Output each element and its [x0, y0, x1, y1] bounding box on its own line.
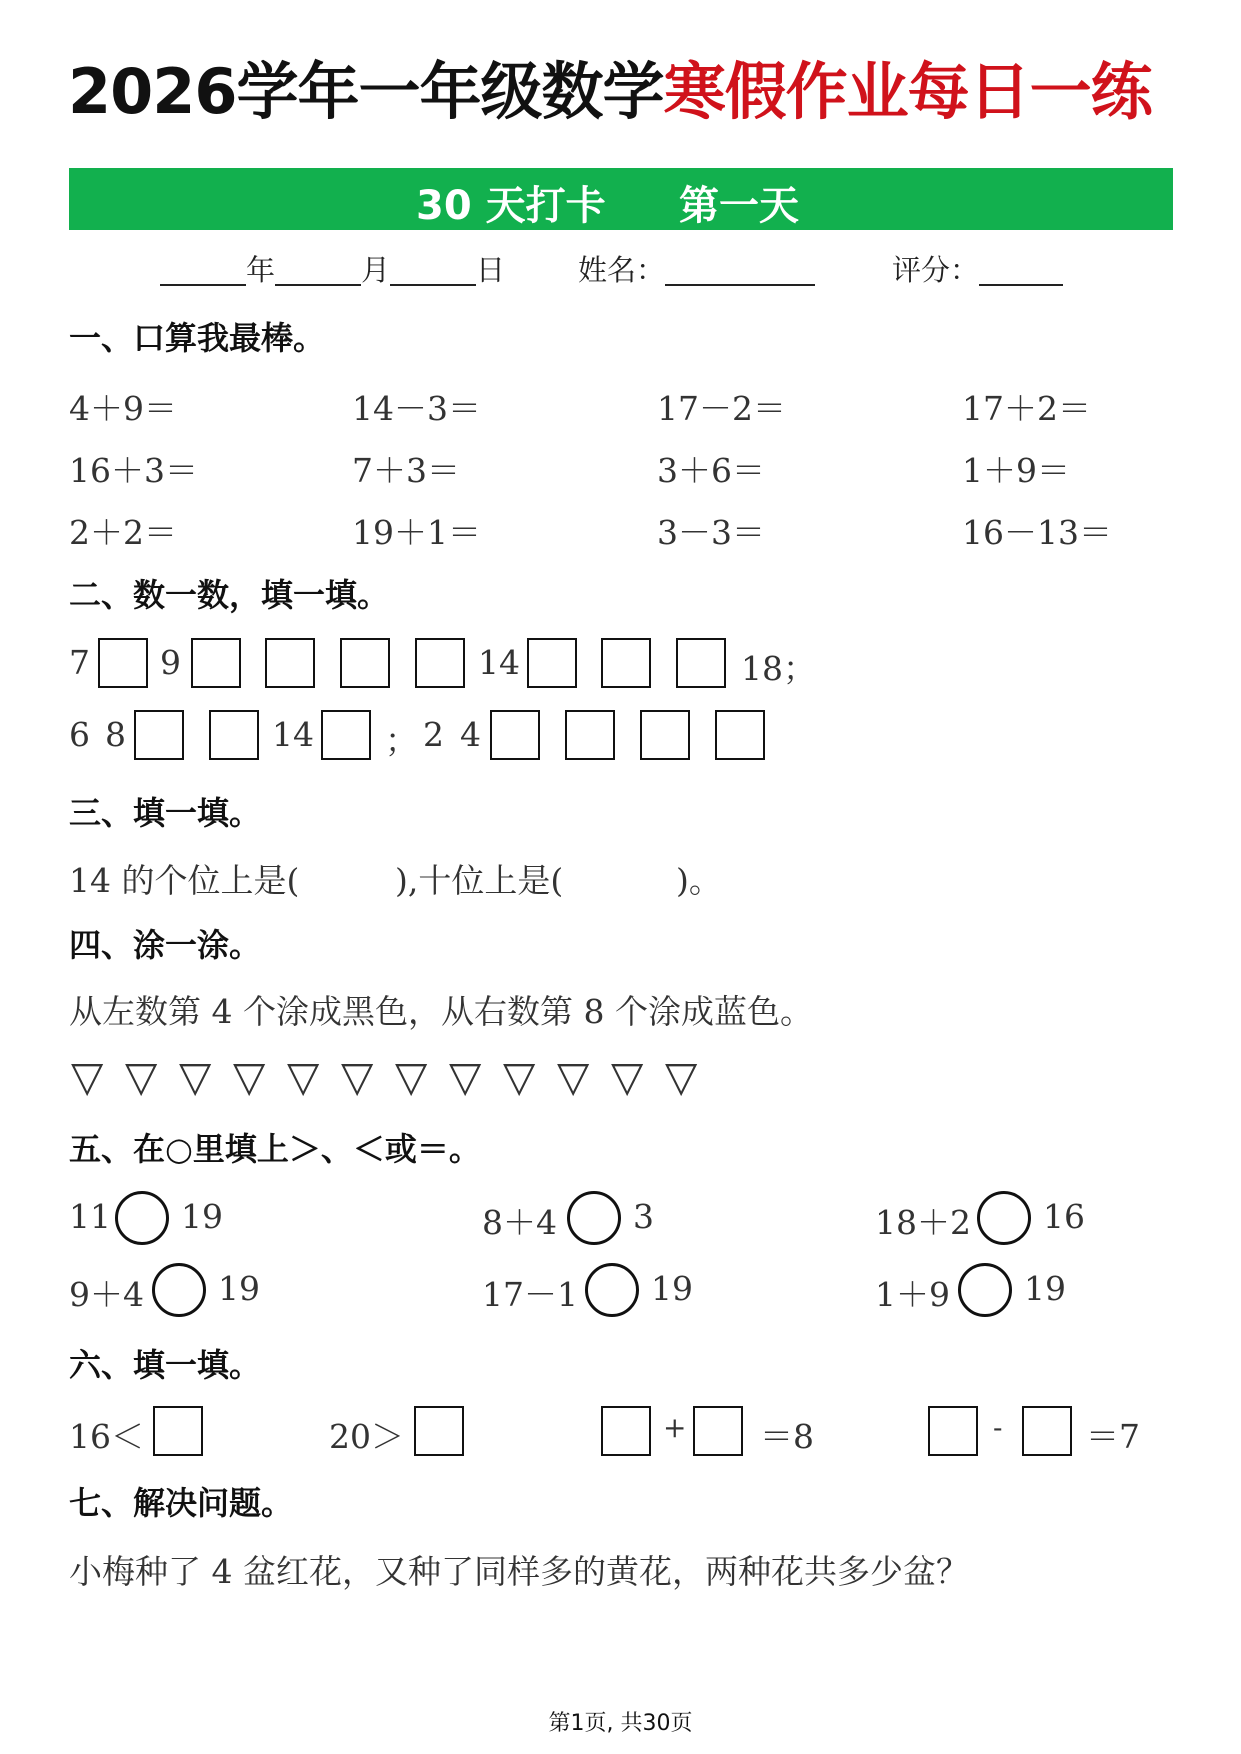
compare-left: 1＋9: [875, 1275, 950, 1314]
compare-circle[interactable]: [567, 1191, 621, 1245]
day-field[interactable]: [390, 256, 476, 286]
triangle-shape[interactable]: ▽: [665, 1052, 698, 1101]
answer-box[interactable]: [565, 710, 615, 760]
answer-box[interactable]: [601, 638, 651, 688]
seq-number: 7: [69, 643, 90, 682]
name-group: [578, 248, 815, 289]
oral-expr: 7＋3＝: [352, 451, 460, 490]
compare-left: 8＋4: [482, 1203, 557, 1242]
seq-number: 4: [460, 715, 481, 754]
triangle-shape[interactable]: ▽: [71, 1052, 104, 1101]
answer-box[interactable]: [928, 1406, 978, 1456]
section-2-heading: 二、数一数，填一填。: [69, 576, 390, 614]
answer-box[interactable]: [676, 638, 726, 688]
section-7-heading: 七、解决问题。: [69, 1484, 294, 1522]
triangle-shape[interactable]: ▽: [611, 1052, 644, 1101]
info-row: [160, 248, 505, 289]
seq-number: 14: [272, 715, 314, 754]
compare-right: 19: [181, 1197, 223, 1236]
oral-expr: 17＋2＝: [962, 389, 1091, 428]
section-6-heading: 六、填一填。: [69, 1346, 262, 1384]
answer-box[interactable]: [415, 638, 465, 688]
score-group: [892, 248, 1063, 289]
answer-box[interactable]: [134, 710, 184, 760]
word-problem: 小梅种了 4 盆红花，又种了同样多的黄花，两种花共多少盆？: [69, 1552, 969, 1591]
answer-box[interactable]: [1022, 1406, 1072, 1456]
ineq-label: 20＞: [329, 1417, 404, 1456]
compare-left: 18＋2: [875, 1203, 971, 1242]
oral-expr: 1＋9＝: [962, 451, 1070, 490]
answer-box[interactable]: [321, 710, 371, 760]
place-value-text-b: ),十位上是(: [395, 861, 564, 900]
section-3-heading: 三、填一填。: [69, 794, 262, 832]
name-field[interactable]: [665, 256, 815, 286]
oral-expr: 19＋1＝: [352, 513, 481, 552]
triangle-shape[interactable]: ▽: [341, 1052, 374, 1101]
score-label: 评分：: [892, 253, 980, 287]
answer-box[interactable]: [98, 638, 148, 688]
seq-separator: ；: [385, 721, 418, 760]
oral-expr: 16＋3＝: [69, 451, 198, 490]
oral-expr: 4＋9＝: [69, 389, 177, 428]
triangle-shape[interactable]: ▽: [449, 1052, 482, 1101]
compare-circle[interactable]: [115, 1191, 169, 1245]
triangle-shape[interactable]: ▽: [557, 1052, 590, 1101]
place-value-text-c: )。: [676, 861, 722, 900]
triangle-shape[interactable]: ▽: [179, 1052, 212, 1101]
compare-circle[interactable]: [958, 1263, 1012, 1317]
seq-number: 2: [423, 715, 444, 754]
section-5-heading: 五、在○里填上＞、＜或＝。: [69, 1130, 481, 1168]
answer-box[interactable]: [601, 1406, 651, 1456]
seq-number: 18；: [741, 649, 816, 688]
page-title: [68, 42, 1152, 131]
compare-right: 19: [218, 1269, 260, 1308]
answer-box[interactable]: [209, 710, 259, 760]
section-1-heading: 一、口算我最棒。: [69, 319, 326, 357]
answer-box[interactable]: [191, 638, 241, 688]
oral-expr: 3＋6＝: [657, 451, 765, 490]
seq-number: 14: [478, 643, 520, 682]
section-4-heading: 四、涂一涂。: [69, 926, 262, 964]
year-label: 年: [246, 253, 276, 287]
seq-number: 6: [69, 715, 90, 754]
seq-number: 8: [105, 715, 126, 754]
seq-number: 9: [160, 643, 181, 682]
compare-right: 19: [651, 1269, 693, 1308]
answer-box[interactable]: [340, 638, 390, 688]
equals-eight: ＝8: [760, 1417, 814, 1456]
score-field[interactable]: [979, 256, 1063, 286]
oral-expr: 16－13＝: [962, 513, 1112, 552]
coloring-instruction: 从左数第 4 个涂成黑色，从右数第 8 个涂成蓝色。: [69, 992, 813, 1031]
month-field[interactable]: [275, 256, 361, 286]
year-field[interactable]: [160, 256, 246, 286]
answer-box[interactable]: [414, 1406, 464, 1456]
compare-left: 9＋4: [69, 1275, 144, 1314]
triangle-shape[interactable]: ▽: [125, 1052, 158, 1101]
oral-expr: 3－3＝: [657, 513, 765, 552]
compare-left: 17－1: [482, 1275, 578, 1314]
equals-seven: ＝7: [1086, 1417, 1140, 1456]
oral-expr: 17－2＝: [657, 389, 786, 428]
triangle-shape[interactable]: ▽: [395, 1052, 428, 1101]
compare-right: 16: [1043, 1197, 1085, 1236]
answer-box[interactable]: [640, 710, 690, 760]
answer-box[interactable]: [527, 638, 577, 688]
compare-right: 19: [1024, 1269, 1066, 1308]
answer-box[interactable]: [153, 1406, 203, 1456]
banner-day: 第一天: [679, 183, 799, 229]
banner-checkin: 30 天打卡: [416, 183, 606, 229]
compare-right: 3: [633, 1197, 654, 1236]
answer-box[interactable]: [715, 710, 765, 760]
minus-sign: -: [993, 1411, 1003, 1444]
compare-circle[interactable]: [585, 1263, 639, 1317]
title-red: 寒假作业每日一练: [663, 55, 1152, 128]
triangle-shape[interactable]: ▽: [233, 1052, 266, 1101]
compare-left: 11: [69, 1197, 111, 1236]
plus-sign: +: [663, 1411, 687, 1444]
place-value-text-a: 14 的个位上是(: [69, 861, 300, 900]
title-black: 2026学年一年级数学: [68, 55, 664, 128]
answer-box[interactable]: [693, 1406, 743, 1456]
triangle-shape[interactable]: ▽: [287, 1052, 320, 1101]
compare-circle[interactable]: [152, 1263, 206, 1317]
day-label: 日: [476, 253, 506, 287]
oral-expr: 14－3＝: [352, 389, 481, 428]
name-label: 姓名：: [578, 253, 666, 287]
oral-expr: 2＋2＝: [69, 513, 177, 552]
compare-circle[interactable]: [977, 1191, 1031, 1245]
day-banner: [69, 168, 1173, 230]
answer-box[interactable]: [265, 638, 315, 688]
answer-box[interactable]: [490, 710, 540, 760]
page-footer: 第1页, 共30页: [548, 1711, 693, 1736]
ineq-label: 16＜: [69, 1417, 144, 1456]
triangle-shape[interactable]: ▽: [503, 1052, 536, 1101]
month-label: 月: [361, 253, 391, 287]
